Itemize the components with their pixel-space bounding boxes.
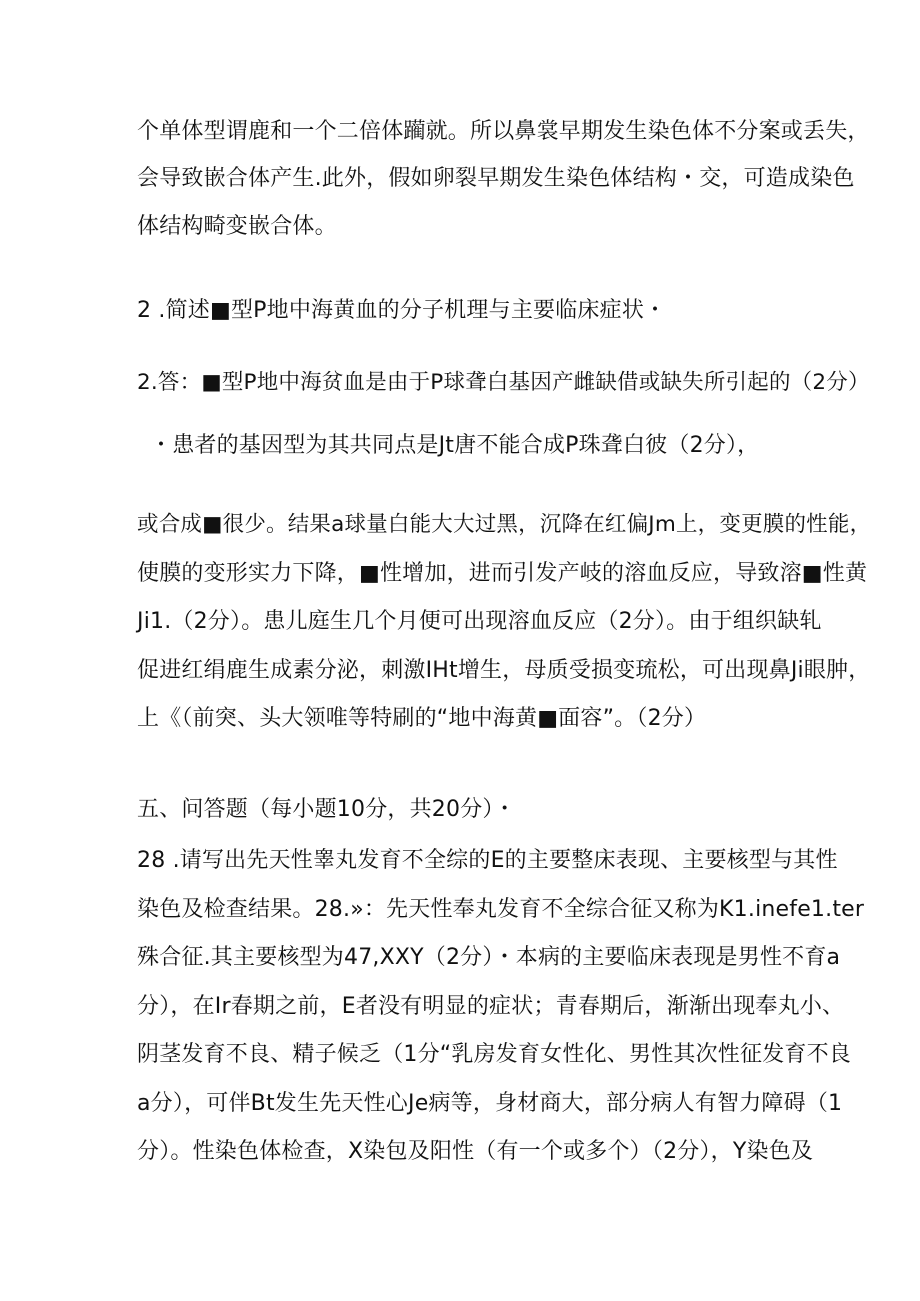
answer-line: 促进红绢鹿生成素分泌，刺激IHt增生，母质受损变琉松，可出现鼻Ji眼肿， bbox=[137, 658, 871, 683]
paragraph-line: 会导致嵌合体产生.此外，假如卵裂早期发生染色体结构・交，可造成染色 bbox=[137, 166, 855, 191]
question-line: a分），可伴Bt发生先天性心Je病等，身材商大，部分病人有智力障碍（1 bbox=[137, 1091, 843, 1116]
paragraph-line: 体结构畸变嵌合体。 bbox=[137, 214, 337, 239]
question-line: 28 .请写出先天性睾丸发育不全综的E的主要整床表现、主要核型与其性 bbox=[137, 848, 838, 873]
paragraph-line: 个单体型谓鹿和一个二倍体躏就。所以鼻裳早期发生染色体不分案或丢失， bbox=[137, 119, 870, 144]
question-line: 分），在Ir春期之前，E者没有明显的症状；青春期后，渐渐出现奉丸小、 bbox=[137, 994, 845, 1019]
question-line: 分）。性染色体检查，X染包及阳性（有一个或多个）（2分），Y染色及 bbox=[137, 1139, 814, 1164]
answer-line: 2.答：■型P地中海贫血是由于P球聋白基因产雌缺借或缺失所引起的（2分） bbox=[137, 370, 870, 395]
question-line: 殊合征.其主要核型为47,XXY（2分）・本病的主要临床表现是男性不育a bbox=[137, 945, 841, 970]
question-line: 染色及检查结果。28.»：先天性奉丸发育不全综合征又称为K1.inefe1.ter bbox=[137, 897, 865, 922]
section-heading: 五、问答题（每小题10分，共20分）・ bbox=[137, 797, 516, 822]
question-heading: 2 .简述■型P地中海黄血的分子机理与主要临床症状・ bbox=[137, 298, 667, 323]
question-line: 阴茎发育不良、精子候乏（1分“乳房发育女性化、男性其次性征发育不良 bbox=[137, 1042, 851, 1067]
answer-line: 使膜的变形实力下降，■性增加，进而引发产岐的溶血反应，导致溶■性黄 bbox=[137, 561, 868, 586]
answer-line: 或合成■很少。结果a球量白能大大过黑，沉降在红偏Jm上，变更膜的性能， bbox=[137, 512, 872, 537]
answer-line: 上《（前突、头大领唯等特刷的“地中海黄■面容”。（2分） bbox=[137, 706, 707, 731]
answer-line: Ji1.（2分）。患儿庭生几个月便可出现溶血反应（2分）。由于组织缺轧 bbox=[137, 609, 822, 634]
answer-line: ・患者的基因型为其共同点是Jt唐不能合成P珠聋白彼（2分）， bbox=[150, 433, 760, 458]
